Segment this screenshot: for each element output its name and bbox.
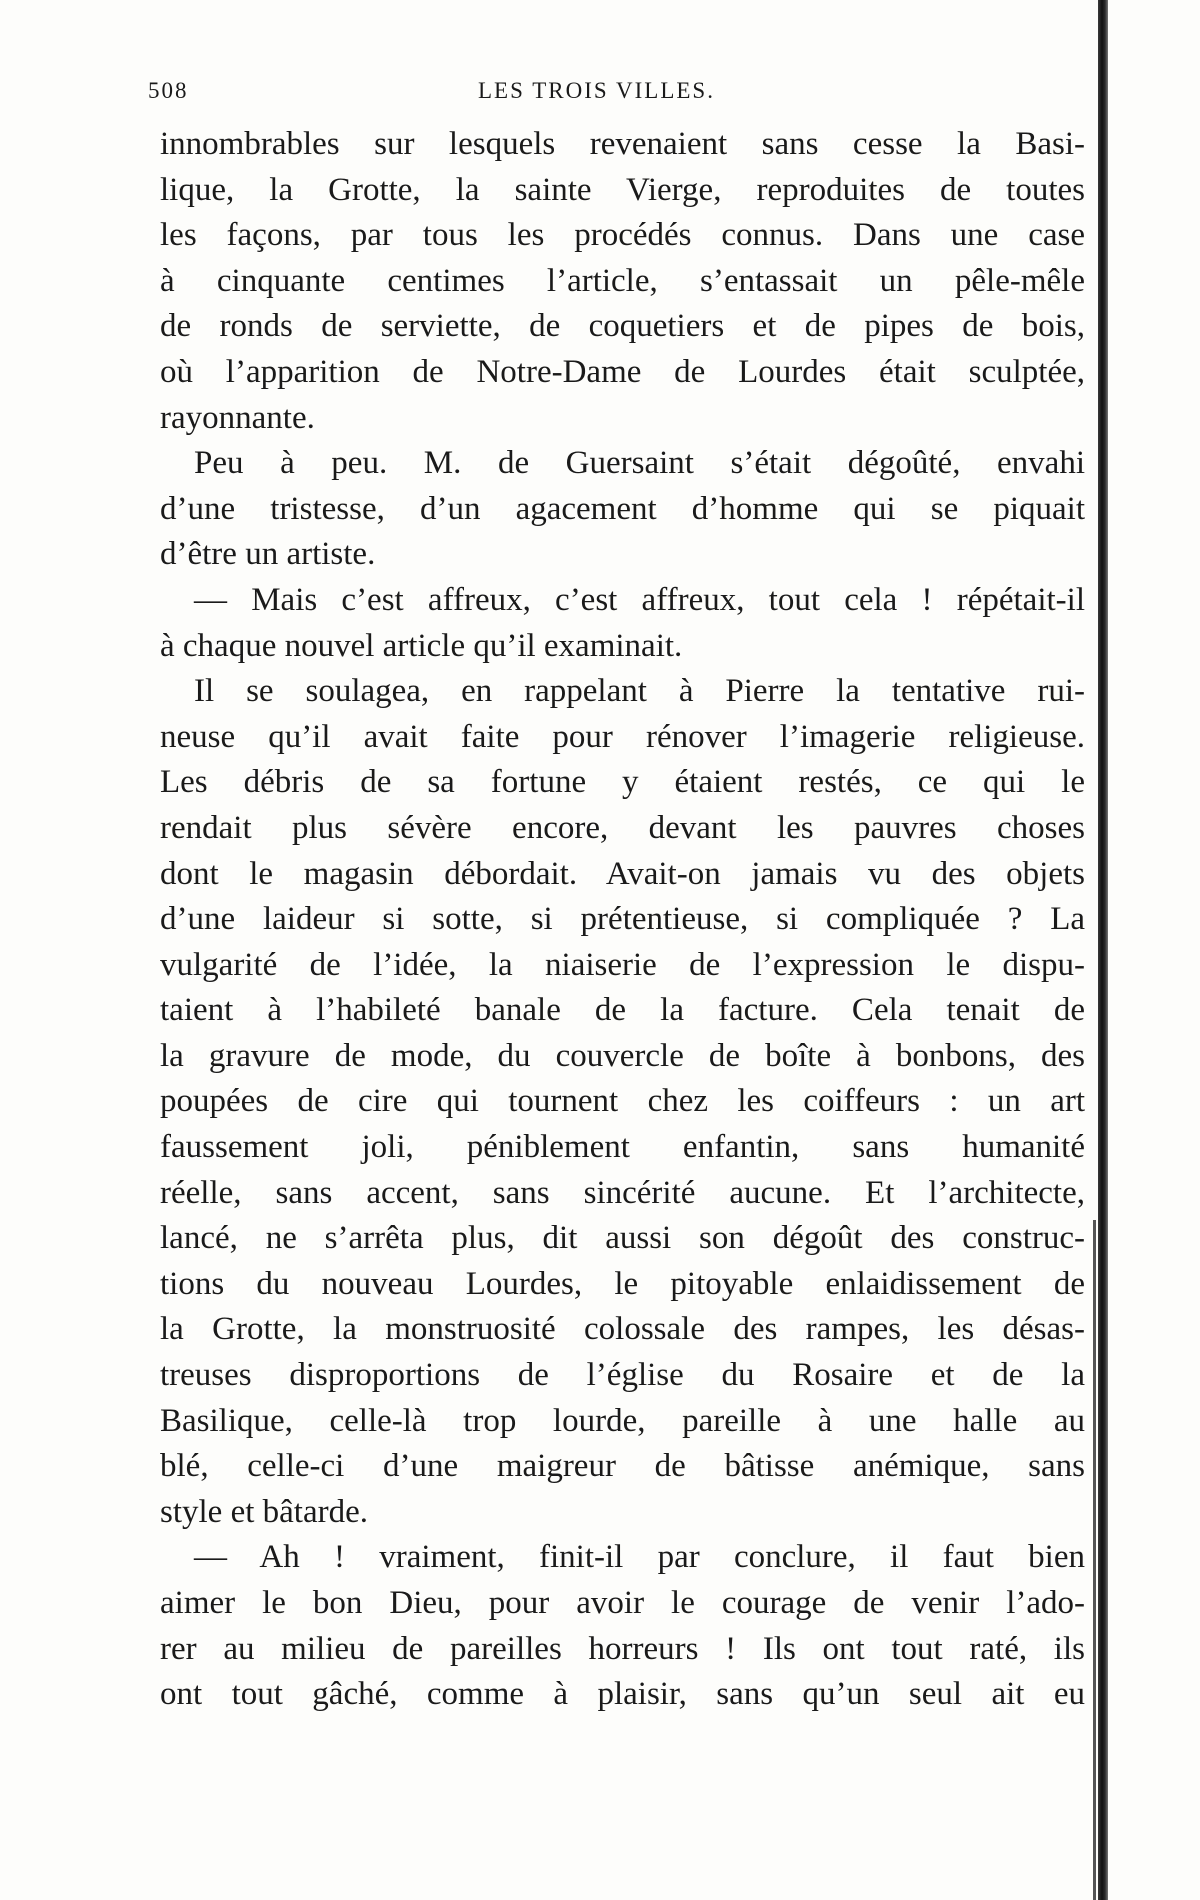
text-line: — Ah ! vraiment, finit-il par conclure, il faut bien — [194, 1539, 1085, 1576]
text-line: blé, celle-ci d’une maigreur de bâtisse anémique, sans — [160, 1448, 1085, 1485]
text-line: Les débris de sa fortune y étaient restés, ce qui le — [160, 764, 1085, 801]
text-line: réelle, sans accent, sans sincérité aucune. Et l’architecte, — [160, 1174, 1085, 1211]
text-line: Peu à peu. M. de Guersaint s’était dégoûté, envahi — [194, 445, 1085, 482]
text-line: rayonnante. — [160, 399, 315, 436]
text-line: rendait plus sévère encore, devant les pauvres choses — [160, 809, 1085, 846]
page-edge-line — [1093, 1220, 1096, 1900]
text-line: à cinquante centimes l’article, s’entassait un pêle-mêle — [160, 262, 1085, 299]
text-line: taient à l’habileté banale de la facture. Cela tenait de — [160, 992, 1085, 1029]
running-title: LES TROIS VILLES. — [478, 78, 715, 103]
text-line: où l’apparition de Notre-Dame de Lourdes était sculptée, — [160, 353, 1085, 390]
text-line: rer au milieu de pareilles horreurs ! Ils ont tout raté, ils — [160, 1630, 1085, 1667]
text-line: d’une laideur si sotte, si prétentieuse, si compliquée ? La — [160, 901, 1085, 938]
text-line: d’une tristesse, d’un agacement d’homme qui se piquait — [160, 490, 1085, 527]
page-header — [148, 78, 1048, 118]
text-line: treuses disproportions de l’église du Rosaire et de la — [160, 1357, 1085, 1394]
text-line: tions du nouveau Lourdes, le pitoyable enlaidissement de — [160, 1265, 1085, 1302]
text-line: faussement joli, péniblement enfantin, sans humanité — [160, 1129, 1085, 1166]
body-text — [160, 122, 1085, 1718]
text-line: innombrables sur lesquels revenaient sans cesse la Basi- — [160, 126, 1085, 162]
text-line: à chaque nouvel article qu’il examinait. — [160, 627, 683, 664]
page-edge-shadow — [1098, 0, 1108, 1900]
text-line: style et bâtarde. — [160, 1493, 368, 1530]
text-line: les façons, par tous les procédés connus. Dans une case — [160, 217, 1085, 254]
page-number: 508 — [148, 78, 189, 103]
text-line: la Grotte, la monstruosité colossale des rampes, les désas- — [160, 1311, 1085, 1348]
text-line: aimer le bon Dieu, pour avoir le courage de venir l’ado- — [160, 1585, 1085, 1621]
text-line: ont tout gâché, comme à plaisir, sans qu’un seul ait eu — [160, 1676, 1085, 1713]
text-line: de ronds de serviette, de coquetiers et de pipes de bois, — [160, 308, 1085, 345]
text-line: lancé, ne s’arrêta plus, dit aussi son dégoût des construc- — [160, 1220, 1085, 1257]
text-line: poupées de cire qui tournent chez les coiffeurs : un art — [160, 1083, 1085, 1120]
text-line: neuse qu’il avait faite pour rénover l’imagerie religieuse. — [160, 718, 1085, 755]
text-line: la gravure de mode, du couvercle de boîte à bonbons, des — [160, 1037, 1085, 1074]
text-line: lique, la Grotte, la sainte Vierge, reproduites de toutes — [160, 171, 1085, 208]
text-line: vulgarité de l’idée, la niaiserie de l’expression le dispu- — [160, 946, 1085, 983]
text-line: dont le magasin débordait. Avait-on jamais vu des objets — [160, 855, 1085, 892]
text-line: — Mais c’est affreux, c’est affreux, tout cela ! répétait-il — [194, 581, 1085, 618]
text-line: Basilique, celle-là trop lourde, pareille à une halle au — [160, 1402, 1085, 1439]
text-line: Il se soulagea, en rappelant à Pierre la tentative rui- — [194, 673, 1085, 710]
text-line: d’être un artiste. — [160, 536, 376, 573]
